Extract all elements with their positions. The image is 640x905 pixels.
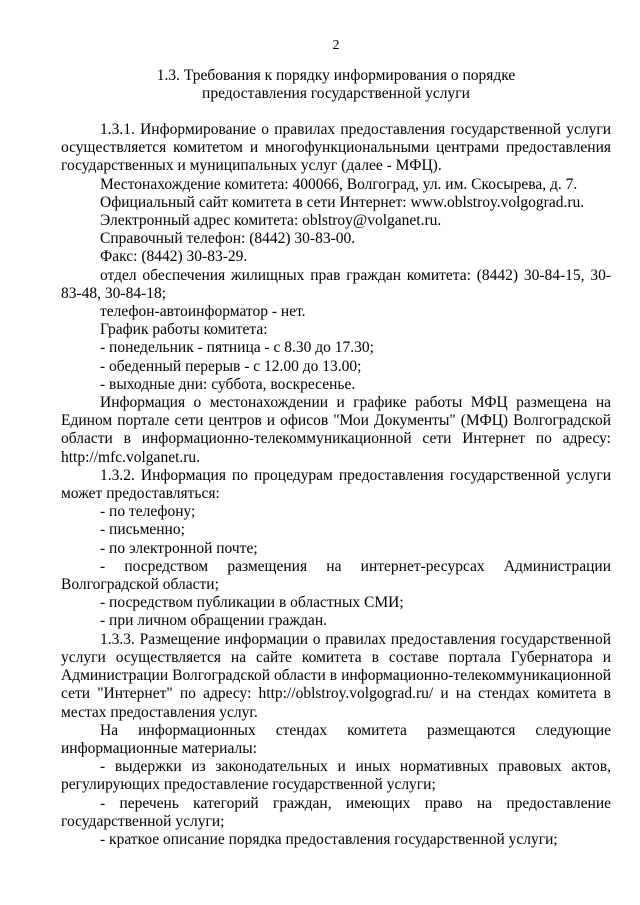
paragraph-phone: Справочный телефон: (8442) 30-83-00. bbox=[100, 230, 356, 248]
section-title-line-1: 1.3. Требования к порядку информирования о порядке bbox=[156, 67, 516, 84]
list-item-media: - посредством публикации в областных СМИ; bbox=[100, 594, 404, 612]
list-item-weekdays: - понедельник - пятница - с 8.30 до 17.30; bbox=[100, 339, 374, 357]
section-title bbox=[61, 67, 611, 103]
list-item-written: - письменно; bbox=[100, 521, 185, 539]
paragraph-location: Местонахождение комитета: 400066, Волгоград, ул. им. Скосырева, д. 7. bbox=[100, 175, 578, 193]
list-item-legal-extracts: - выдержки из законодательных и иных нормативных правовых актов, регулирующих предоставление государственной услуги; bbox=[61, 758, 611, 794]
list-item-citizen-categories: - перечень категорий граждан, имеющих право на предоставление государственной услуги; bbox=[61, 794, 611, 830]
section-title-line-2: предоставления государственной услуги bbox=[202, 85, 470, 102]
document-body bbox=[61, 121, 611, 849]
paragraph-1-3-2: 1.3.2. Информация по процедурам предоставления государственной услуги может предоставляться: bbox=[61, 466, 611, 503]
paragraph-housing-dept: отдел обеспечения жилищных прав граждан комитета: (8442) 30-84-15, 30-83-48, 30-84-18; bbox=[61, 266, 611, 302]
paragraph-mfc-info: Информация о местонахождении и графике работы МФЦ размещена на Едином портале сети центров и офисов "Мои Документы" (МФЦ) Волгоградской области в информационно-телекоммуникационной сети Интернет по адресу: http://mfc.volganet.ru. bbox=[61, 394, 611, 466]
list-item-lunch: - обеденный перерыв - с 12.00 до 13.00; bbox=[100, 357, 362, 375]
list-item-procedure-summary: - краткое описание порядка предоставления государственной услуги; bbox=[100, 830, 558, 848]
paragraph-schedule-title: График работы комитета: bbox=[100, 321, 268, 339]
list-item-weekend: - выходные дни: суббота, воскресенье. bbox=[100, 375, 356, 393]
list-item-email: - по электронной почте; bbox=[100, 539, 258, 557]
list-item-internet-resources: - посредством размещения на интернет-ресурсах Администрации Волгоградской области; bbox=[61, 557, 611, 594]
paragraph-1-3-3: 1.3.3. Размещение информации о правилах предоставления государственной услуги осуществляется на сайте комитета в составе портала Губернатора и Администрации Волгоградской области в информационно-телекоммуникационной сети "Интернет" по адресу: http://oblstroy.volgograd.ru/ и на стендах комитета в местах предоставления услуг. bbox=[61, 630, 611, 721]
paragraph-website: Официальный сайт комитета в сети Интернет: www.oblstroy.volgograd.ru. bbox=[100, 193, 585, 211]
list-item-phone: - по телефону; bbox=[100, 503, 196, 521]
paragraph-1-3-1: 1.3.1. Информирование о правилах предоставления государственной услуги осуществляется комитетом и многофункциональными центрами предоставления государственных и муниципальных услуг (далее - МФЦ). bbox=[61, 121, 611, 175]
paragraph-email: Электронный адрес комитета: oblstroy@volganet.ru. bbox=[100, 212, 442, 230]
paragraph-autoinformer: телефон-автоинформатор - нет. bbox=[100, 303, 306, 321]
paragraph-info-stands: На информационных стендах комитета размещаются следующие информационные материалы: bbox=[61, 721, 611, 757]
page-number: 2 bbox=[332, 38, 340, 53]
list-item-personal-visit: - при личном обращении граждан. bbox=[100, 612, 327, 630]
paragraph-fax: Факс: (8442) 30-83-29. bbox=[100, 248, 248, 266]
